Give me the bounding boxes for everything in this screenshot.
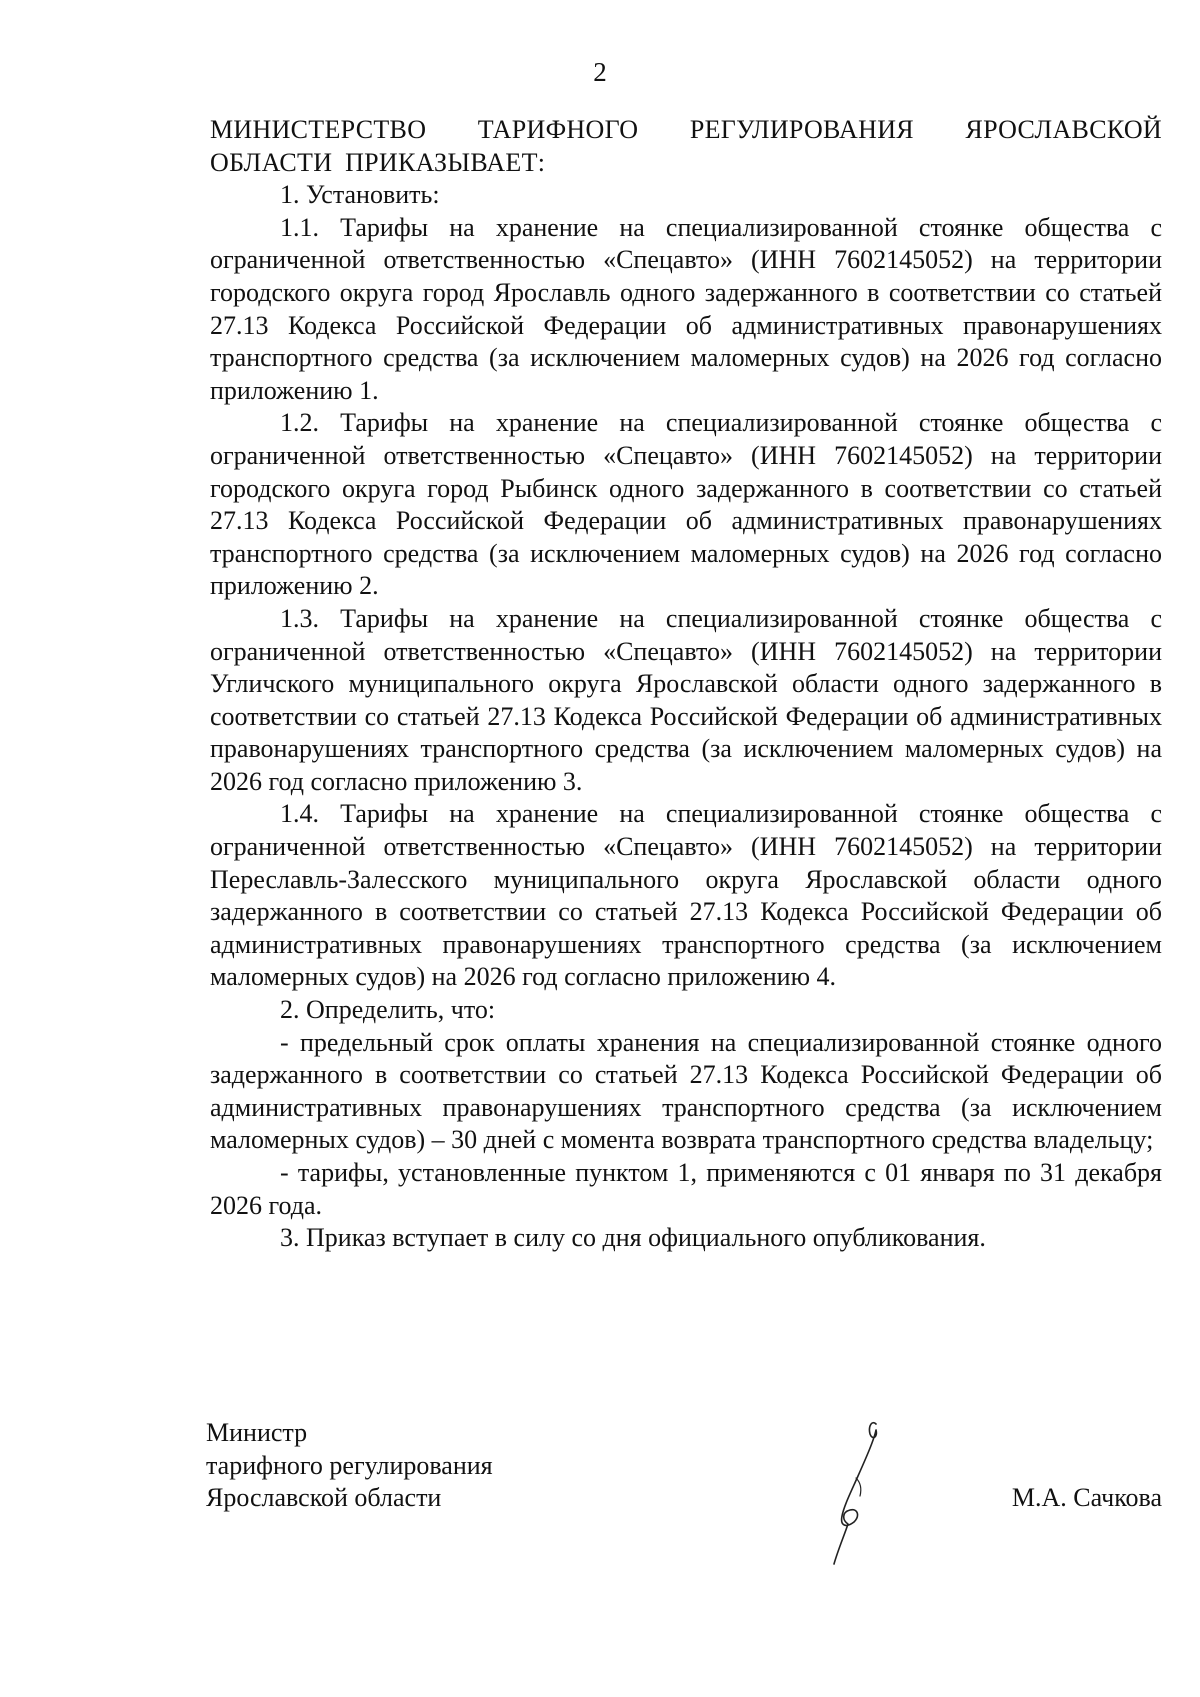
order-body (210, 114, 1162, 1255)
clause-1-1: 1.1. Тарифы на хранение на специализированной стоянке общества с ограниченной ответственностью «Спецавто» (ИНН 7602145052) на территории городского округа город Ярославль одного задержанного в соответствии со статьей 27.13 Кодекса Российской Федерации об административных правонарушениях транспортного средства (за исключением маломерных судов) на 2026 год согласно приложению 1. (210, 212, 1162, 405)
page-number: 2 (593, 57, 607, 87)
clause-1: 1. Установить: (280, 180, 440, 210)
clause-1-2: 1.2. Тарифы на хранение на специализированной стоянке общества с ограниченной ответственностью «Спецавто» (ИНН 7602145052) на территории городского округа город Рыбинск одного задержанного в соответствии со статьей 27.13 Кодекса Российской Федерации об административных правонарушениях транспортного средства (за исключением маломерных судов) на 2026 год согласно приложению 2. (210, 408, 1162, 601)
signatory-position-line: тарифного регулирования (206, 1450, 493, 1480)
handwritten-signature (820, 1418, 890, 1568)
clause-3: 3. Приказ вступает в силу со дня официального опубликования. (280, 1223, 986, 1253)
clause-2-tariff-period: - тарифы, установленные пунктом 1, применяются с 01 января по 31 декабря 2026 года. (210, 1158, 1162, 1220)
clause-1-4: 1.4. Тарифы на хранение на специализированной стоянке общества с ограниченной ответственностью «Спецавто» (ИНН 7602145052) на территории Переславль-Залесского муниципального округа Ярославской области одного задержанного в соответствии со статьей 27.13 Кодекса Российской Федерации об административных правонарушениях транспортного средства (за исключением маломерных судов) на 2026 год согласно приложению 4. (210, 799, 1162, 992)
signature-block (206, 1417, 1162, 1537)
clause-1-3: 1.3. Тарифы на хранение на специализированной стоянке общества с ограниченной ответственностью «Спецавто» (ИНН 7602145052) на территории Угличского муниципального округа Ярославской области одного задержанного в соответствии со статьей 27.13 Кодекса Российской Федерации об административных правонарушениях транспортного средства (за исключением маломерных судов) на 2026 год согласно приложению 3. (210, 603, 1162, 796)
clause-2: 2. Определить, что: (280, 995, 496, 1025)
signatory-name: М.А. Сачкова (1011, 1483, 1162, 1512)
signatory-position (206, 1417, 493, 1515)
signatory-position-line: Ярославской области (206, 1483, 442, 1513)
signatory-position-line: Министр (206, 1418, 308, 1447)
clause-2-payment-deadline: - предельный срок оплаты хранения на специализированной стоянке одного задержанного в соответствии со статьей 27.13 Кодекса Российской Федерации об административных правонарушениях транспортного средства (за исключением маломерных судов) – 30 дней с момента возврата транспортного средства владельцу; (210, 1027, 1162, 1155)
order-heading: МИНИСТЕРСТВО ТАРИФНОГО РЕГУЛИРОВАНИЯ ЯРОСЛАВСКОЙ ОБЛАСТИ ПРИКАЗЫВАЕТ: (210, 115, 1162, 177)
